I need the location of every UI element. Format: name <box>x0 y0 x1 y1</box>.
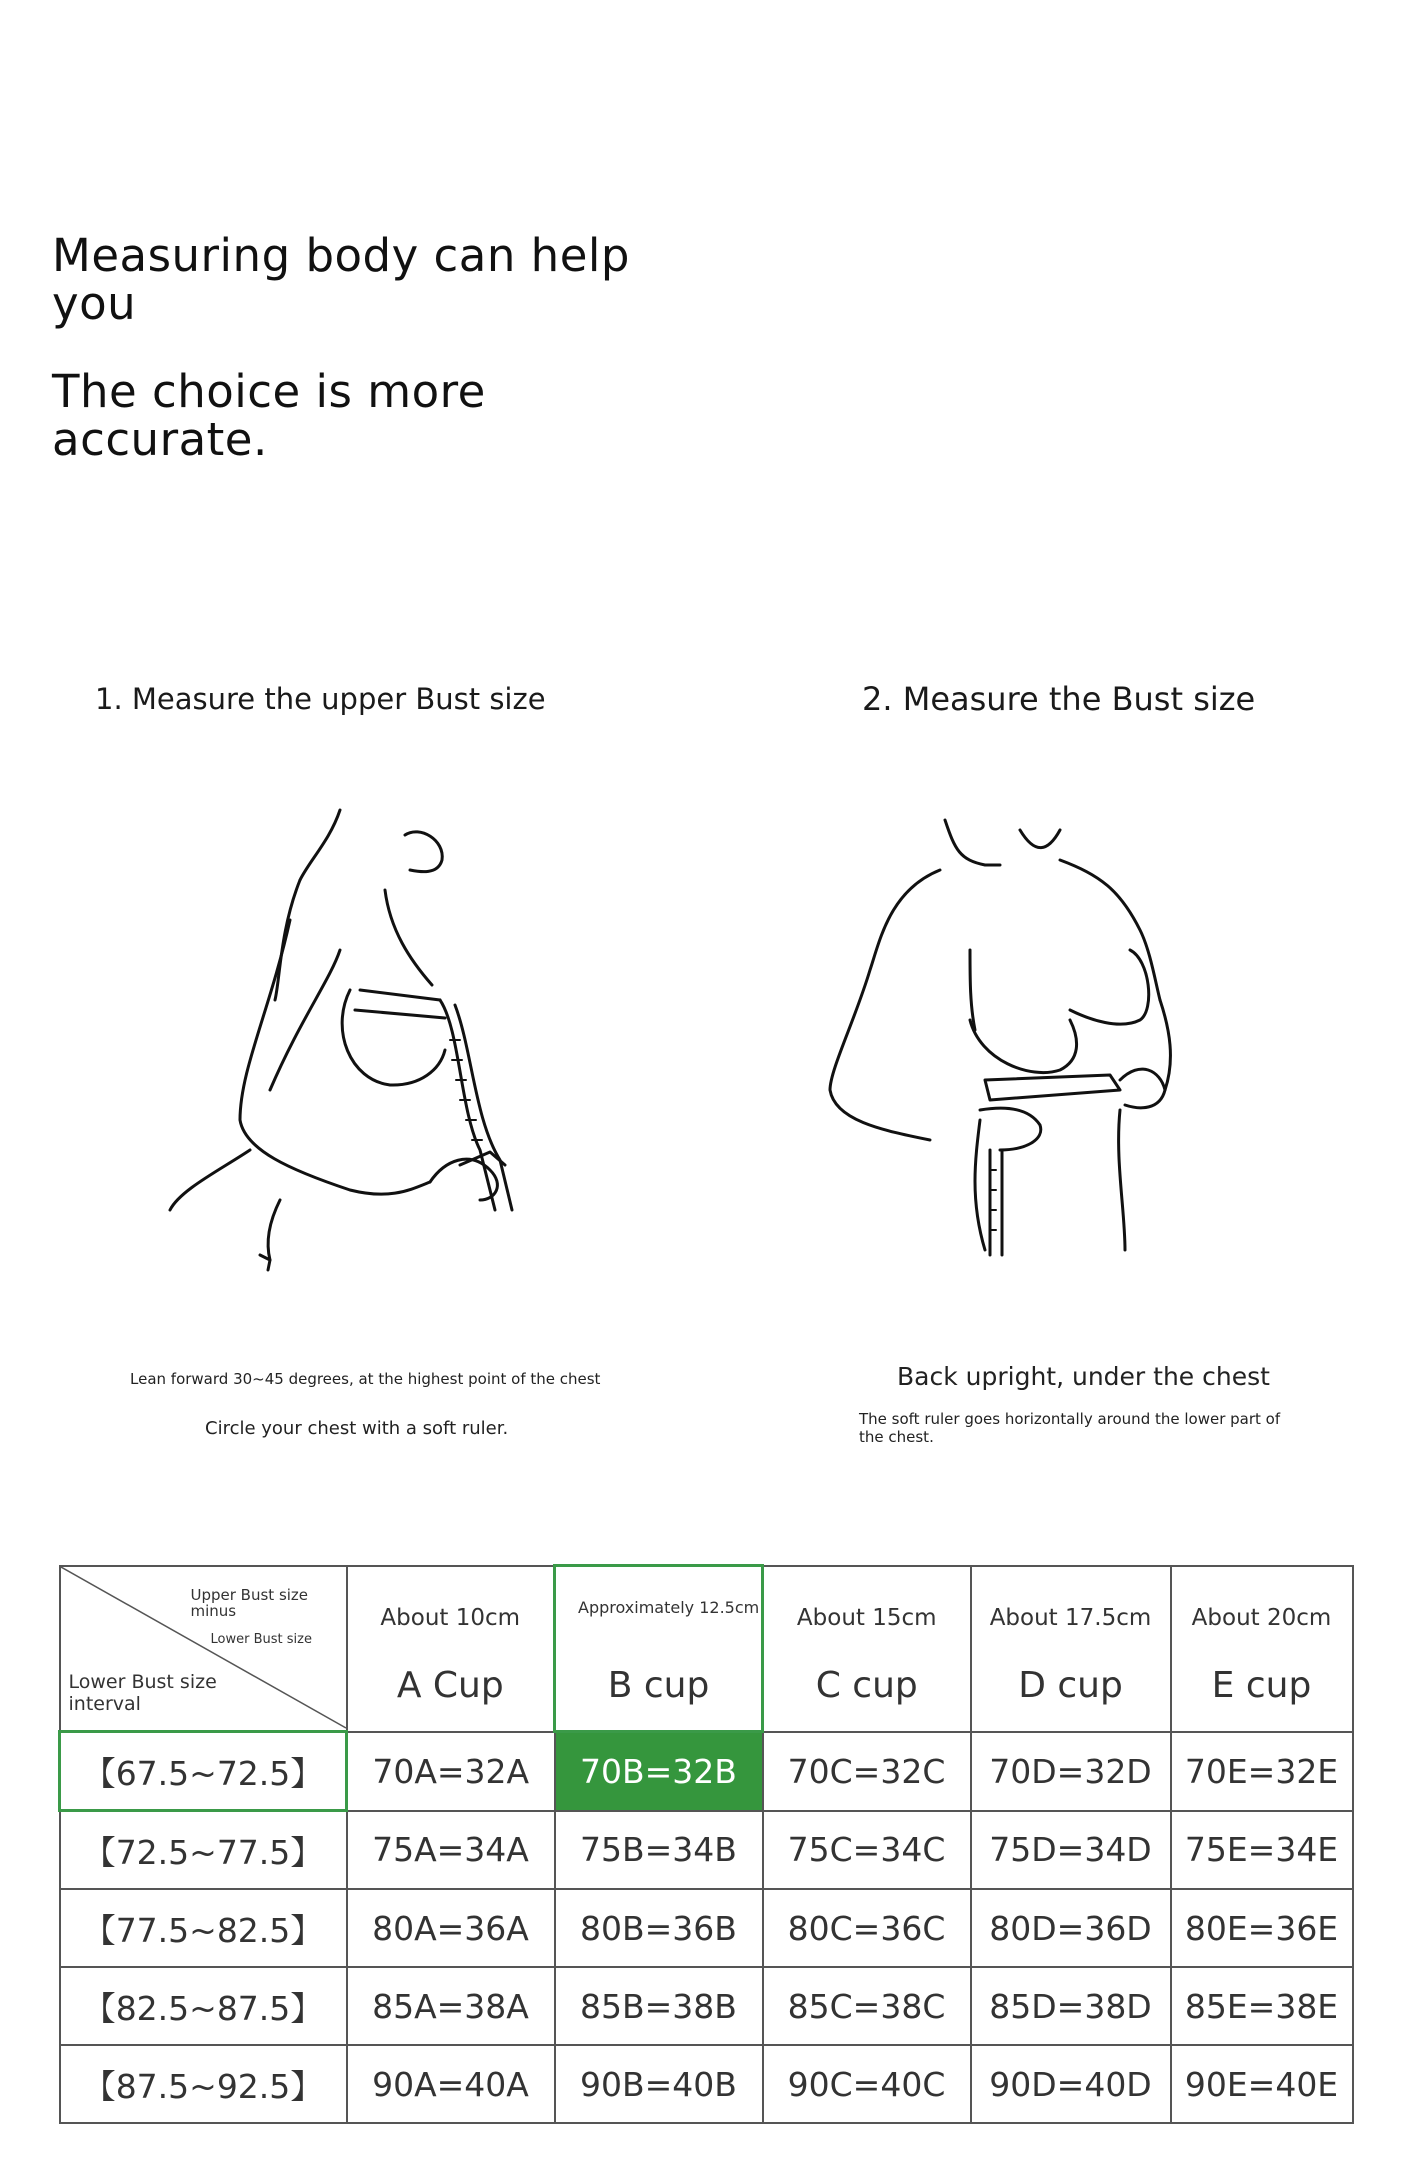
column-cup: E cup <box>1211 1664 1312 1706</box>
column-diff: About 15cm <box>796 1604 937 1631</box>
intro-heading-line2: The choice is more accurate. <box>52 365 486 466</box>
step2-caption-ruler: The soft ruler goes horizontally around the lower part of the chest. <box>859 1410 1281 1446</box>
size-cell: 80A=36A <box>347 1889 555 1967</box>
column-diff: About 20cm <box>1191 1604 1332 1631</box>
size-cell: 80B=36B <box>555 1889 763 1967</box>
row-interval: 【67.5~72.5】 <box>60 1732 347 1811</box>
column-diff: About 17.5cm <box>989 1604 1152 1631</box>
corner-label-interval: Lower Bust size interval <box>68 1670 217 1715</box>
size-cell: 85E=38E <box>1171 1967 1353 2045</box>
step1-title: 1. Measure the upper Bust size <box>95 682 546 716</box>
row-interval: 【72.5~77.5】 <box>60 1811 347 1890</box>
column-cup: C cup <box>815 1664 918 1706</box>
size-cell: 80D=36D <box>971 1889 1171 1967</box>
size-cell: 70E=32E <box>1171 1732 1353 1811</box>
corner-label-upper: Upper Bust size minus <box>190 1585 309 1620</box>
size-cell: 75B=34B <box>555 1811 763 1890</box>
size-cell: 90C=40C <box>763 2045 971 2123</box>
step1-caption-circle: Circle your chest with a soft ruler. <box>205 1418 509 1439</box>
column-header-c <box>763 1566 971 1732</box>
size-cell: 85C=38C <box>763 1967 971 2045</box>
table-row <box>60 2045 1353 2123</box>
size-cell: 90D=40D <box>971 2045 1171 2123</box>
corner-label-lower: Lower Bust size <box>210 1631 312 1647</box>
column-cup: B cup <box>607 1665 710 1706</box>
corner-header-cell <box>60 1566 347 1732</box>
size-cell: 85B=38B <box>555 1967 763 2045</box>
intro-heading-line1: Measuring body can help you <box>52 229 630 330</box>
size-cell: 90B=40B <box>555 2045 763 2123</box>
column-header-e <box>1171 1566 1353 1732</box>
size-cell: 70C=32C <box>763 1732 971 1811</box>
size-cell: 85D=38D <box>971 1967 1171 2045</box>
size-cell: 75E=34E <box>1171 1811 1353 1890</box>
table-row <box>60 1889 1353 1967</box>
size-cell: 80E=36E <box>1171 1889 1353 1967</box>
table-header-row <box>60 1566 1353 1732</box>
step1-caption-lean: Lean forward 30~45 degrees, at the highest point of the chest <box>130 1370 601 1388</box>
column-cup: A Cup <box>396 1664 504 1706</box>
upper-bust-measuring-illustration <box>160 790 590 1310</box>
table-row <box>60 1732 1353 1811</box>
size-cell: 75C=34C <box>763 1811 971 1890</box>
size-cell: 80C=36C <box>763 1889 971 1967</box>
size-cell: 75A=34A <box>347 1811 555 1890</box>
row-interval: 【82.5~87.5】 <box>60 1967 347 2045</box>
size-cell: 90A=40A <box>347 2045 555 2123</box>
size-cell-highlighted: 70B=32B <box>555 1732 763 1811</box>
column-diff: Approximately 12.5cm <box>578 1598 760 1617</box>
table-row <box>60 1811 1353 1890</box>
step2-caption-upright: Back upright, under the chest <box>897 1362 1270 1391</box>
size-cell: 70D=32D <box>971 1732 1171 1811</box>
size-cell: 90E=40E <box>1171 2045 1353 2123</box>
size-cell: 75D=34D <box>971 1811 1171 1890</box>
size-cell: 85A=38A <box>347 1967 555 2045</box>
step2-title: 2. Measure the Bust size <box>862 680 1256 718</box>
size-cell: 70A=32A <box>347 1732 555 1811</box>
column-header-b <box>555 1566 763 1732</box>
bra-size-table <box>58 1564 1354 2124</box>
column-diff: About 10cm <box>380 1604 521 1631</box>
row-interval: 【87.5~92.5】 <box>60 2045 347 2123</box>
column-header-d <box>971 1566 1171 1732</box>
column-cup: D cup <box>1018 1664 1123 1706</box>
under-bust-measuring-illustration <box>820 790 1250 1310</box>
row-interval: 【77.5~82.5】 <box>60 1889 347 1967</box>
column-header-a <box>347 1566 555 1732</box>
table-row <box>60 1967 1353 2045</box>
